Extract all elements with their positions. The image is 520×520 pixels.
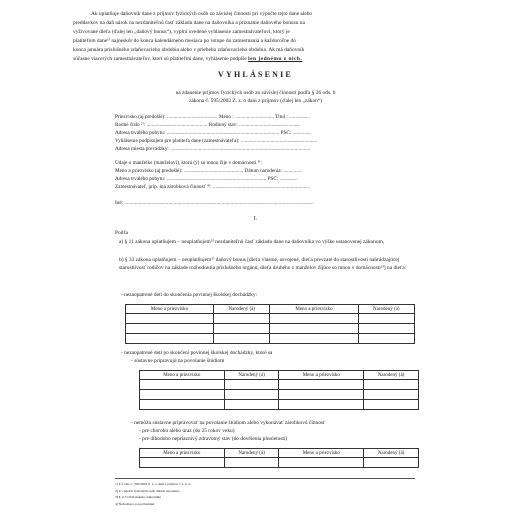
footnote-3: 3) § 115 Občianskeho zákonníka	[115, 495, 161, 499]
table-row[interactable]	[140, 400, 419, 410]
field-adresa[interactable]: Adresa trvalého pobytu: .......................................................................................	[115, 130, 280, 136]
spouse-row-name	[115, 168, 420, 174]
col-meno: Meno a priezvisko	[270, 305, 358, 314]
spouse-zamestnavatel[interactable]: Zamestnávateľ, prip. iná zárobková činnosť ⁴⁾: ...........................................................................	[115, 184, 311, 190]
col-narodeny: Narodený (á)	[364, 371, 419, 380]
intro-line-1: Ak uplatňuje daňovník dane z príjmov fyzických osôb zo závislej činnosti pri výpočte tejto dane alebo	[91, 11, 313, 17]
table-header-row	[140, 449, 419, 458]
children-group-3-label: - nemôžu sústavne pripravovať na povolanie štúdiom alebo vykonávať zárobkovú činnosť	[131, 420, 326, 426]
footnote-4: 4) Nehodiace sa prečiarknuť	[115, 501, 155, 506]
table-row[interactable]	[140, 390, 419, 400]
field-psc[interactable]: PSČ: ..............	[280, 130, 311, 136]
subtitle-line-1: na zdanenie príjmov fyzických osôb zo závislej činnosti podľa § 36 ods. 6	[175, 90, 336, 96]
table-row[interactable]	[126, 314, 415, 324]
col-meno: Meno a priezvisko	[126, 305, 214, 314]
field-meno[interactable]: Meno : ..............................	[218, 114, 274, 120]
col-meno: Meno a priezvisko	[140, 371, 225, 380]
intro-line-2: preddavkov na daň nárok na nezdaniteľnú časť základu dane na daňovníka a priznanie daňového bonusu na	[73, 20, 305, 26]
footnote-1: 1) § 5 zák. č. 595/2003 Z. z. o dani z príjmov v z. n. p.	[115, 482, 192, 486]
field-titul[interactable]: Titul : ................	[275, 114, 310, 120]
document-title: VYHLÁSENIE	[218, 70, 293, 79]
table-row[interactable]	[140, 380, 419, 390]
section-i-heading: I.	[253, 216, 258, 222]
intro-bold-end: len jednému z nich.	[248, 56, 303, 62]
footnote-2: 2) U cudzích fyzických osôb dátum narodenia	[115, 488, 180, 493]
field-rodne-cislo[interactable]: Rodné číslo ²⁾: ...............................................	[115, 122, 208, 128]
col-meno: Meno a priezvisko	[140, 449, 225, 458]
intro-paragraph	[73, 2, 438, 74]
col-meno: Meno a priezvisko	[279, 449, 364, 458]
children-group-1-label: - nezaopatrené deti do skončenia povinnej školskej dochádzky:	[121, 292, 258, 298]
children-table-3	[139, 448, 419, 468]
children-group-3-sub2: - pre dlhodobo nepriaznivý zdravotný stav (do dovŕšenia plnoletosti)	[139, 436, 288, 442]
children-table-1	[125, 304, 415, 344]
field-row-address	[115, 130, 420, 136]
intro-line-5: konca januára príslušného zdaňovacieho obdobia alebo v priebehu zdaňovacieho obdobia. Ak má daňovník	[73, 47, 305, 53]
footnotes	[115, 481, 415, 507]
intro-line-6-text: súčasne viacerých zamestnávateľov, ktorí sú platiteľmi dane, vyhlásenie podpíše	[73, 56, 247, 62]
children-group-2-label: - nezaopatrené deti po skončení povinnej školskej dochádzky, ktoré sa	[121, 350, 273, 356]
list-item-a: a) § 11 zákona uplatňujem – neuplatňujem⁵⁾ nezdaniteľnú časť základu dane na daňovníka vo výške ustanovenej zákonom,	[119, 239, 385, 245]
table-row[interactable]	[126, 324, 415, 334]
intro-line-4: platiteľom dane¹⁾ najneskôr do konca kalendárneho mesiaca po vstupe do zamestnania a každoročne do	[73, 38, 296, 44]
children-group-3-sub1: - pre chorobu alebo úraz (do 25 rokov veku)	[139, 428, 235, 434]
field-row-name	[115, 114, 420, 120]
col-narodeny: Narodený (á)	[358, 305, 415, 314]
list-item-b: b) § 33 zákona uplatňujem – neuplatňujem⁵⁾ daňový bonus [dieťa vlastné, osvojené, dieťa prevzaté do starostlivosti nahrádzajúcej starostlivosť rodičov na základe rozhodnutia príslušného orgánu, dieťa druhého z manželov žijúce so mnou v domácnosti⁶⁾] na dieťa:	[119, 257, 407, 271]
spouse-row-address	[115, 176, 420, 182]
children-group-2-sub: - sústavne pripravujú na povolanie štúdiom	[131, 358, 225, 364]
children-table-2	[139, 370, 419, 410]
table-row[interactable]	[126, 334, 415, 344]
spouse-psc[interactable]: PSČ: ..............	[267, 176, 298, 182]
col-meno: Meno a priezvisko	[279, 371, 364, 380]
intro-line-6	[73, 55, 438, 64]
col-narodeny: Narodený (á)	[224, 371, 279, 380]
subtitle-line-2: zákona č. 595/2003 Z. z. o dani z príjmov (ďalej len „zákon“)	[188, 98, 323, 104]
intro-line-3: vyživované dieťa (ďalej len „daňový bonus“), vyplní uvedené vyhlásenie zamestnávateľovi, ktorý je	[73, 29, 290, 35]
field-priezvisko[interactable]: Priezvisko (aj predošlé): .......................................	[115, 114, 218, 120]
spouse-adresa[interactable]: Adresa trvalého pobytu: .............................................................................	[115, 176, 267, 182]
table-header-row	[140, 371, 419, 380]
col-narodeny: Narodený (á)	[364, 449, 419, 458]
field-vyhlasenie[interactable]: Vyhlásenie podpisujem pre platiteľa dane (zamestnávateľa): ...........................................................	[115, 138, 318, 144]
col-narodeny: Narodený (á)	[224, 449, 279, 458]
footnote-divider	[115, 478, 415, 479]
spouse-meno[interactable]: Meno a priezvisko (aj predošlé): ..............................................	[115, 168, 244, 174]
field-row-birth	[115, 122, 420, 128]
form-page	[73, 0, 438, 520]
table-row[interactable]	[140, 458, 419, 468]
col-narodeny: Narodený (á)	[214, 305, 270, 314]
spouse-datum[interactable]: Dátum narodenia: ...............	[244, 168, 303, 174]
podla-label: Podľa	[115, 230, 128, 236]
field-rodinny-stav[interactable]: Rodinný stav: ...............................................	[208, 122, 300, 128]
field-adresa-miesta[interactable]: Adresa miesta prevádzky: ............................................................................................................	[115, 146, 311, 152]
spouse-header: Údaje o manželke (manželovi), ktorá (ý) so mnou žije v domácnosti ³⁾:	[115, 160, 262, 166]
spouse-ine[interactable]: Iné: ..................................................................................................................................................	[115, 200, 314, 206]
table-header-row	[126, 305, 415, 314]
